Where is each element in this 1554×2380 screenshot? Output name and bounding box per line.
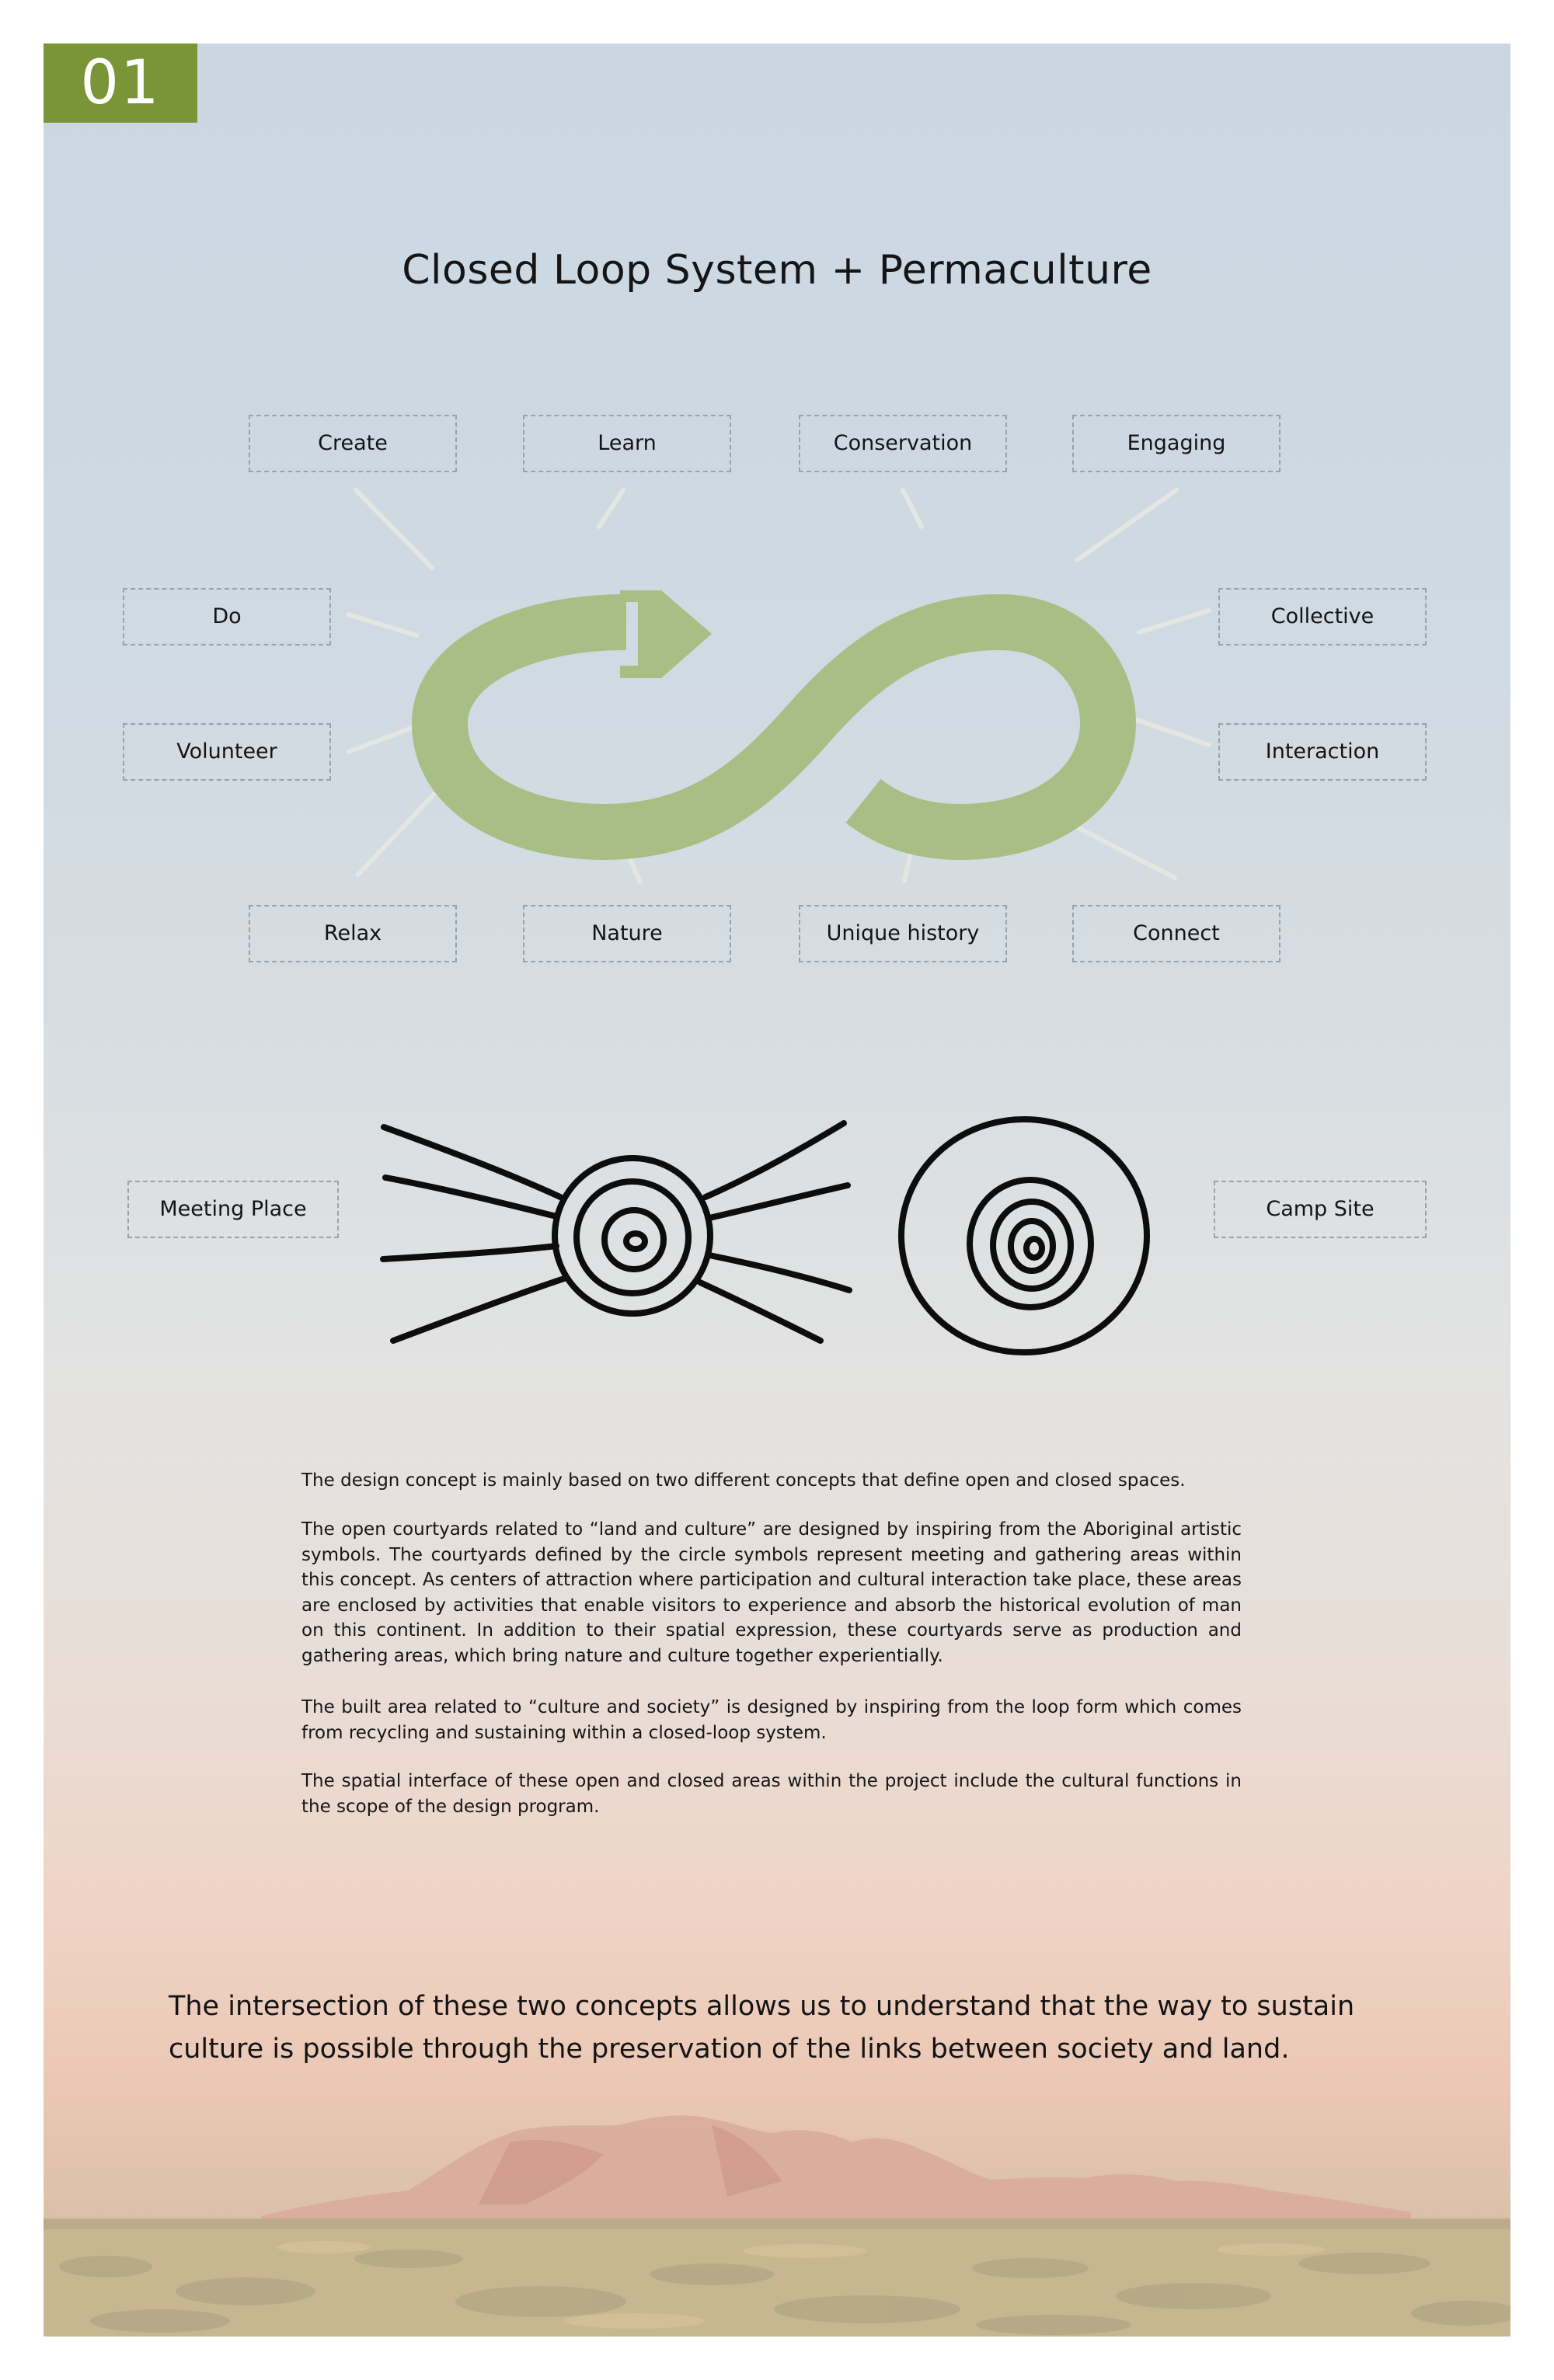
tag-learn: Learn [523,415,731,472]
ray-interaction [1135,719,1209,745]
tag-relax: Relax [249,905,457,962]
meeting-line-3 [383,1246,556,1259]
meeting-line-6 [709,1185,848,1218]
tag-unique-history: Unique history [799,905,1007,962]
meeting-line-7 [709,1255,849,1290]
ray-collective [1139,611,1209,632]
description-paragraph-1: The design concept is mainly based on two different concepts that define open and closed spaces. [301,1470,1186,1491]
meeting-middle-circle [577,1181,688,1293]
camp-center [1026,1239,1042,1258]
tag-connect: Connect [1072,905,1280,962]
camp-outer-ring [901,1119,1147,1352]
description-paragraph-4: The spatial interface of these open and closed areas within the project include the cultural functions in the scope of the design program. [301,1771,1242,1817]
page-title: Closed Loop System + Permaculture [402,247,1152,294]
mountain-silhouette [261,2115,1411,2224]
ray-engaging [1077,490,1176,560]
tag-meeting-place: Meeting Place [127,1181,339,1238]
ray-learn [599,490,623,527]
ray-do [348,614,416,635]
landscape-background [44,2088,1510,2337]
description-paragraph-3: The built area related to “culture and society” is designed by inspiring from the loop form which comes from recycling and sustaining within a closed-loop system. [301,1697,1242,1743]
camp-ring-2 [970,1180,1091,1307]
ray-nature [623,844,640,882]
tag-collective: Collective [1218,588,1427,645]
tag-interaction: Interaction [1218,723,1427,781]
meeting-center-circle [626,1233,645,1249]
meeting-inner-circle [605,1210,664,1269]
tag-camp-site: Camp Site [1214,1181,1427,1238]
meeting-line-2 [385,1178,556,1216]
ray-lines [348,490,1209,882]
meeting-line-5 [706,1123,844,1197]
ray-create [356,490,432,568]
description-paragraph-2: The open courtyards related to “land and culture” are designed by inspiring from the Aboriginal artistic symbols. The courtyards defined by the circle symbols represent meeting and gathering areas within this concept. As centers of attraction where participation and cultural interaction take place, these areas are enclosed by activities that enable visitors to experience and absorb the historical evolution of man on this continent. In addition to their spatial expression, these courtyards serve as production and gathering areas, which bring nature and culture together experientially. [301,1519,1242,1666]
poster [44,43,1510,2337]
meeting-outer-circle [555,1158,710,1314]
ray-unique-history [904,845,912,881]
meeting-place-symbol [383,1123,849,1341]
camp-ring-3 [993,1202,1071,1289]
loop-band [440,622,1108,832]
ray-volunteer [348,725,420,752]
ray-conservation [903,490,922,527]
tag-create: Create [249,415,457,472]
camp-site-symbol [901,1119,1147,1352]
conclusion-statement: The intersection of these two concepts allows us to understand that the way to sustain culture is possible through the preservation of the links between society and land. [169,1991,1355,2065]
tag-conservation: Conservation [799,415,1007,472]
meeting-line-8 [700,1282,821,1341]
ray-relax [358,795,434,875]
meeting-line-1 [384,1127,560,1197]
tag-volunteer: Volunteer [123,723,331,781]
scrubland-horizon [44,2218,1510,2229]
closed-loop-infinity-symbol [440,590,1108,832]
tag-engaging: Engaging [1072,415,1280,472]
tag-nature: Nature [523,905,731,962]
page-number-badge: 01 [44,43,197,123]
tag-do: Do [123,588,331,645]
meeting-line-4 [393,1279,564,1341]
camp-ring-4 [1011,1221,1053,1271]
ray-connect [1078,828,1175,878]
loop-arrowhead [620,590,712,678]
